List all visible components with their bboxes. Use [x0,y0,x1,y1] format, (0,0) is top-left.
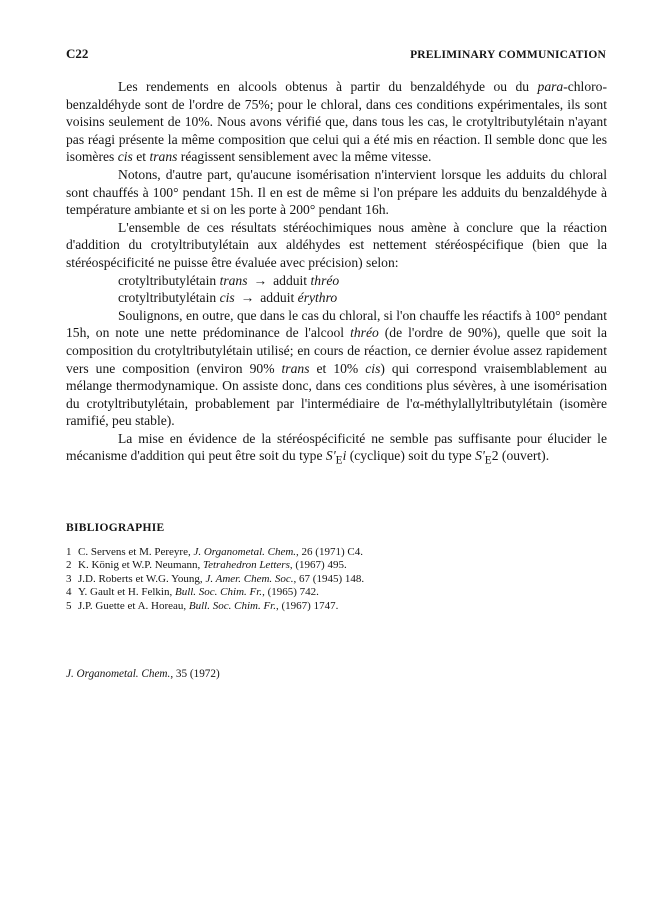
paragraph-mechanism: La mise en évidence de la stéréospécificité ne semble pas suffisante pour élucider le mécanisme d'addition qui peut être soit du type $S'_Ei$ (cyclique) soit du type $S'_E2$ (ouvert). [66,430,607,468]
page-number: C22 [66,46,89,61]
reaction-scheme-trans: crotyltributylétain trans → adduit thréo [118,272,340,288]
arrow-icon: → [240,290,255,306]
reaction-scheme-cis: crotyltributylétain cis → adduit érythro [118,290,338,306]
arrow-icon: → [253,272,268,288]
bibliography-list [66,546,607,613]
page-footer [66,668,220,680]
article-body [66,78,607,471]
reference-item: 3 J.D. Roberts et W.G. Young, J. Amer. Chem. Soc., 67 (1945) 148. [66,572,365,585]
footer-volume: , 35 (1972) [170,668,220,680]
bibliography-heading: BIBLIOGRAPHIE [66,522,165,534]
page-header [66,46,606,62]
reference-item: 5 J.P. Guette et A. Horeau, Bull. Soc. Chim. Fr., (1967) 1747. [66,599,339,612]
reference-item: 1 C. Servens et M. Pereyre, J. Organometal. Chem., 26 (1971) C4. [66,546,363,558]
running-title: PRELIMINARY COMMUNICATION [410,49,606,61]
paragraph-yields: Les rendements en alcools obtenus à partir du benzaldéhyde ou du para-chloro-benzaldéhyde sont de l'ordre de 75%; pour le chloral, dans ces conditions expérimentales, ils sont voisins seulement de 10%. Nous avons vérifié que, dans tous les cas, le crotyltributylétain n'ayant pas réagi présente la même composition que celui qui a été mis en réaction. Il semble donc que les isomères cis et trans réagissent sensiblement avec la même vitesse. [66,79,607,165]
paragraph-conclusion: L'ensemble de ces résultats stéréochimiques nous amène à conclure que la réaction d'addition du crotyltributylétain aux aldéhydes est nettement stéréospécifique (bien que la stéréospécificité ne puisse être évaluée avec précision) selon: [66,219,607,270]
paragraph-isomerization: Notons, d'autre part, qu'aucune isomérisation n'intervient lorsque les adduits du chloral sont chauffés à 100° pendant 15h. Il en est de même si l'on prépare les adduits du benzaldéhyde à température ambiante et si on les porte à 200° pendant 16h. [66,166,607,218]
reference-item: 2 K. König et W.P. Neumann, Tetrahedron Letters, (1967) 495. [66,559,347,572]
reference-item: 4 Y. Gault et H. Felkin, Bull. Soc. Chim. Fr., (1965) 742. [66,586,319,599]
footer-journal: J. Organometal. Chem. [66,668,171,680]
paragraph-chloral: Soulignons, en outre, que dans le cas du chloral, si l'on chauffe les réactifs à 100° pendant 15h, on note une nette prédominance de l'alcool thréo (de l'ordre de 90%), quelle que soit la composition du crotyltributylétain utilisé; en cours de réaction, ce dernier évolue assez rapidement vers une composition (environ 90% trans et 10% cis) qui correspond vraisemblablement au mélange thermodynamique. On assiste donc, dans ces conditions plus sévères, à une isomérisation du crotyltributylétain, probablement par l'intermédiaire de l'α-méthylallyltributylétain (isomère ramifié, peu stable). [66,307,607,429]
